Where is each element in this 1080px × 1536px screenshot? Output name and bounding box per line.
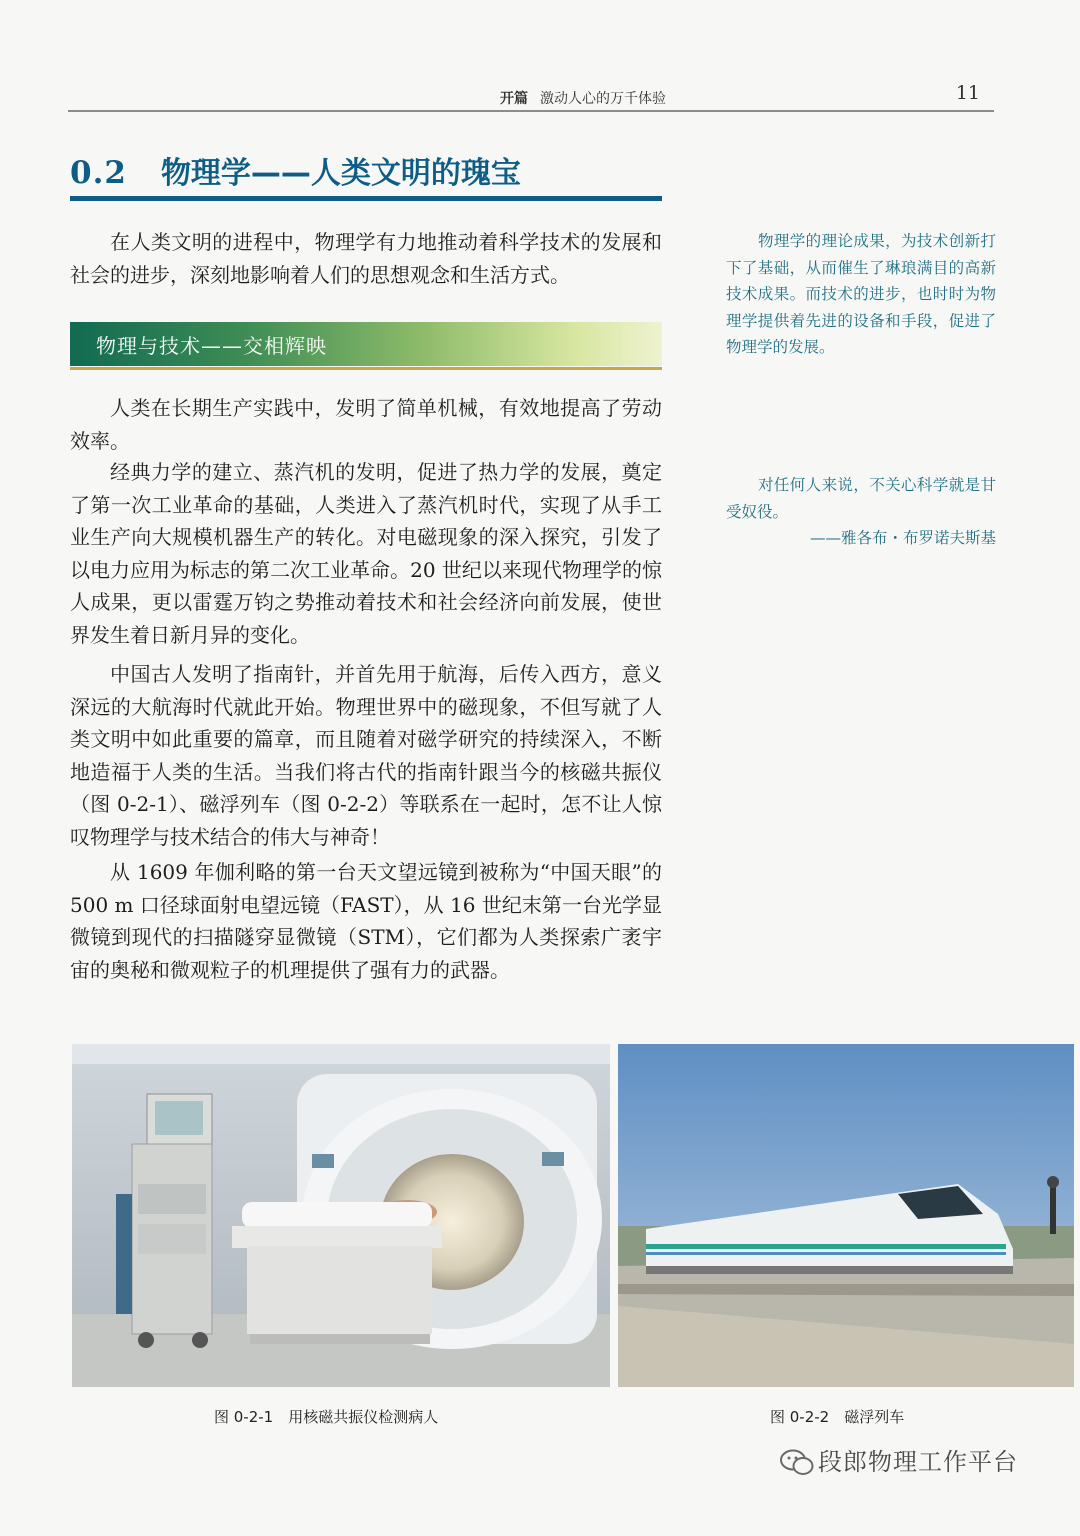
figure-maglev-image [618, 1044, 1074, 1387]
quote-text: 对任何人来说，不关心科学就是甘受奴役。 [726, 476, 996, 521]
quote-author: ——雅各布・布罗诺夫斯基 [809, 529, 996, 547]
paragraph-1: 人类在长期生产实践中，发明了简单机械，有效地提高了劳动效率。 [70, 396, 662, 453]
header-rule [68, 110, 994, 112]
maglev-illustration [618, 1044, 1074, 1387]
subsection-banner [70, 322, 662, 366]
paragraph-2: 经典力学的建立、蒸汽机的发明，促进了热力学的发展，奠定了第一次工业革命的基础，人类进入了蒸汽机时代，实现了从手工业生产向大规模机器生产的转化。对电磁现象的深入探究，引发了以电力应用为标志的第二次工业革命。20 世纪以来现代物理学的惊人成果，更以雷霆万钧之势推动着技术和社会经济向前发展，使世界发生着日新月异的变化。 [70, 460, 662, 647]
watermark-text: 段郎物理工作平台 [818, 1448, 1018, 1476]
section-title [70, 148, 521, 192]
side-note-text: 物理学的理论成果，为技术创新打下了基础，从而催生了琳琅满目的高新技术成果。而技术的进步，也时时为物理学提供着先进的设备和手段，促进了物理学的发展。 [726, 232, 996, 356]
side-note [726, 228, 996, 361]
section-rule [70, 196, 662, 201]
paragraph-3: 中国古人发明了指南针，并首先用于航海，后传入西方，意义深远的大航海时代就此开始。物理世界中的磁现象，不但写就了人类文明中如此重要的篇章，而且随着对磁学研究的持续深入，不断地造福于人类的生活。当我们将古代的指南针跟当今的核磁共振仪（图 0-2-1）、磁浮列车（图 0-2-2）等联系在一起时，怎不让人惊叹物理学与技术结合的伟大与神奇！ [70, 662, 662, 849]
mri-illustration [72, 1044, 610, 1387]
chapter-label: 开篇 [500, 91, 528, 107]
figure-1-caption: 图 0-2-1 用核磁共振仪检测病人 [214, 1408, 439, 1426]
intro-paragraph: 在人类文明的进程中，物理学有力地推动着科学技术的发展和社会的进步，深刻地影响着人们的思想观念和生活方式。 [70, 230, 662, 287]
subsection-title: 物理与技术——交相辉映 [96, 334, 327, 358]
figure-2-caption: 图 0-2-2 磁浮列车 [770, 1408, 905, 1426]
paragraph-4: 从 1609 年伽利略的第一台天文望远镜到被称为“中国天眼”的 500 m 口径球面射电望远镜（FAST），从 16 世纪末第一台光学显微镜到现代的扫描隧穿显微镜（STM），它们都为人类探索广袤宇宙的奥秘和微观粒子的机理提供了强有力的武器。 [70, 860, 662, 982]
figure-mri-image [72, 1044, 610, 1387]
chapter-title: 激动人心的万千体验 [540, 91, 666, 107]
section-title-text: 物理学——人类文明的瑰宝 [160, 156, 521, 191]
side-quote [726, 472, 996, 552]
wechat-icon [780, 1449, 814, 1477]
watermark [780, 1442, 1018, 1477]
chapter-heading [500, 88, 666, 108]
section-number: 0.2 [70, 155, 127, 191]
running-header [68, 84, 994, 108]
page-number: 11 [955, 82, 980, 104]
